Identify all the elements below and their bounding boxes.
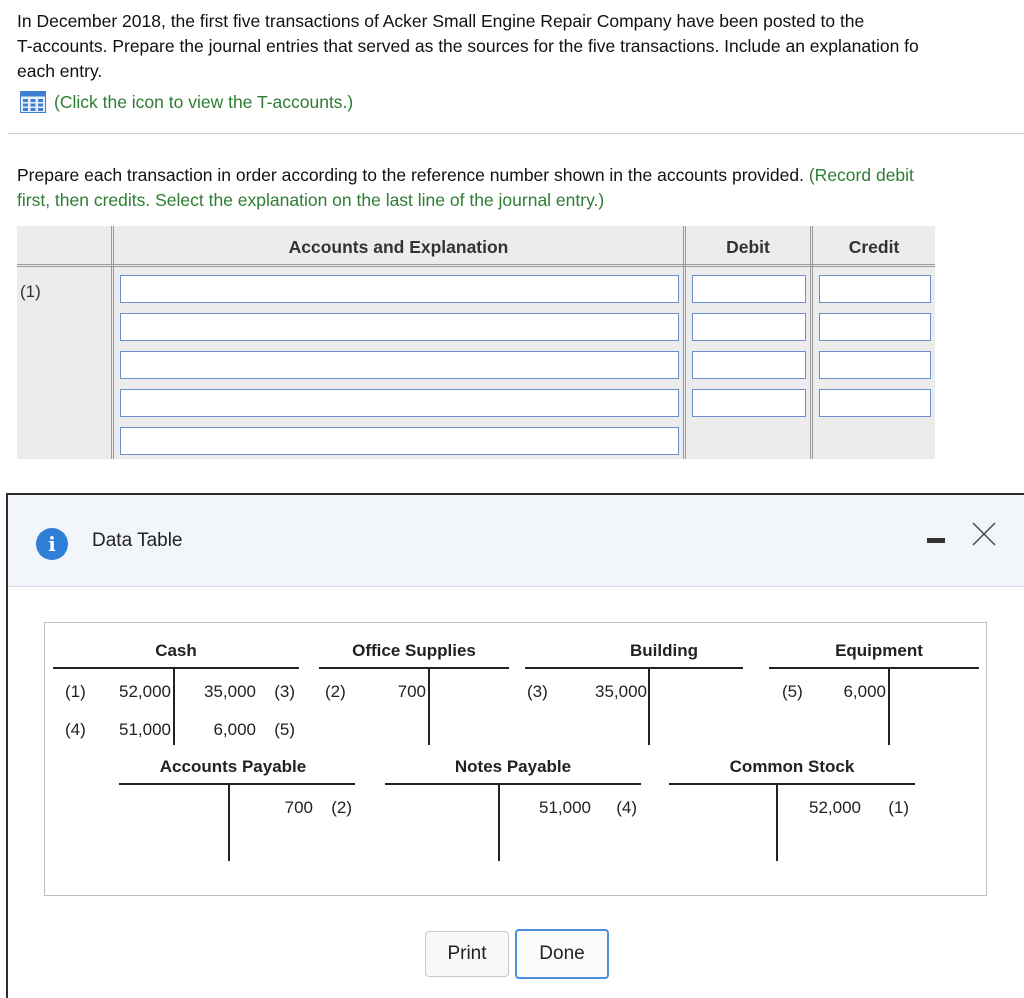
credit-column-header: Credit xyxy=(848,237,900,257)
credit-ref: (1) xyxy=(888,798,909,817)
credit-ref: (3) xyxy=(274,682,295,701)
print-button[interactable]: Print xyxy=(425,931,509,977)
dialog-header xyxy=(8,495,1024,587)
instructions-note-2: first, then credits. Select the explanation on the last line of the journal entry.) xyxy=(17,190,605,210)
credit-amount: 35,000 xyxy=(204,682,256,701)
section-divider xyxy=(8,133,1024,134)
debit-input-2[interactable] xyxy=(692,313,806,341)
t-account-title: Notes Payable xyxy=(454,757,572,776)
journal-entry-table xyxy=(17,226,935,459)
debit-amount: 6,000 xyxy=(843,682,886,701)
credit-ref: (5) xyxy=(274,720,295,739)
instructions-plain: Prepare each transaction in order according to the reference number shown in the accounts provided. xyxy=(17,165,809,185)
t-account-title: Office Supplies xyxy=(352,641,476,660)
debit-amount: 52,000 xyxy=(119,682,171,701)
accounts-column-header: Accounts and Explanation xyxy=(288,237,509,257)
problem-line-2: T-accounts. Prepare the journal entries that served as the sources for the five transactions. Include an explanation fo xyxy=(17,36,919,56)
problem-line-3: each entry. xyxy=(17,61,103,81)
t-accounts-panel xyxy=(44,622,987,896)
t-account-office-supplies xyxy=(319,641,509,751)
account-input-4[interactable] xyxy=(120,389,679,417)
debit-ref: (5) xyxy=(782,682,803,701)
header-divider xyxy=(17,264,935,267)
minimize-icon[interactable] xyxy=(927,538,945,543)
credit-amount: 51,000 xyxy=(539,798,591,817)
debit-amount: 35,000 xyxy=(595,682,647,701)
t-account-common-stock xyxy=(669,757,915,867)
t-account-building xyxy=(525,641,743,751)
t-account-equipment xyxy=(769,641,979,751)
t-account-accounts-payable xyxy=(119,757,355,867)
info-icon: i xyxy=(36,528,68,560)
credit-amount: 700 xyxy=(284,798,313,817)
debit-input-1[interactable] xyxy=(692,275,806,303)
explanation-input[interactable] xyxy=(120,427,679,455)
debit-column-header: Debit xyxy=(726,237,770,257)
account-input-2[interactable] xyxy=(120,313,679,341)
problem-line-1: In December 2018, the first five transactions of Acker Small Engine Repair Company have been posted to the xyxy=(17,11,865,31)
credit-amount: 6,000 xyxy=(213,720,256,739)
t-account-title: Accounts Payable xyxy=(159,757,307,776)
t-account-cash xyxy=(53,641,299,751)
t-account-title: Common Stock xyxy=(729,757,855,776)
debit-amount: 51,000 xyxy=(119,720,171,739)
problem-statement xyxy=(17,9,1024,84)
debit-ref: (3) xyxy=(527,682,548,701)
debit-ref: (2) xyxy=(325,682,346,701)
t-account-title: Building xyxy=(630,641,698,660)
credit-input-1[interactable] xyxy=(819,275,931,303)
dialog-title: Data Table xyxy=(92,530,183,551)
data-table-dialog xyxy=(6,493,1024,998)
instructions-note-1: (Record debit xyxy=(808,165,914,185)
view-t-accounts-text[interactable]: (Click the icon to view the T-accounts.) xyxy=(54,91,354,112)
view-t-accounts-link[interactable] xyxy=(20,90,353,114)
debit-input-4[interactable] xyxy=(692,389,806,417)
transaction-reference: (1) xyxy=(20,282,41,301)
credit-input-4[interactable] xyxy=(819,389,931,417)
debit-ref: (1) xyxy=(65,682,86,701)
credit-input-3[interactable] xyxy=(819,351,931,379)
credit-amount: 52,000 xyxy=(809,798,861,817)
t-account-notes-payable xyxy=(385,757,641,867)
credit-ref: (4) xyxy=(616,798,637,817)
credit-ref: (2) xyxy=(331,798,352,817)
done-button[interactable]: Done xyxy=(515,929,609,979)
account-input-3[interactable] xyxy=(120,351,679,379)
close-icon[interactable] xyxy=(970,520,998,548)
debit-input-3[interactable] xyxy=(692,351,806,379)
instructions xyxy=(17,163,1024,213)
debit-ref: (4) xyxy=(65,720,86,739)
debit-amount: 700 xyxy=(397,682,426,701)
grid-table-icon[interactable] xyxy=(20,91,46,113)
t-account-title: Equipment xyxy=(835,641,923,660)
account-input-1[interactable] xyxy=(120,275,679,303)
credit-input-2[interactable] xyxy=(819,313,931,341)
t-account-title: Cash xyxy=(155,641,197,660)
